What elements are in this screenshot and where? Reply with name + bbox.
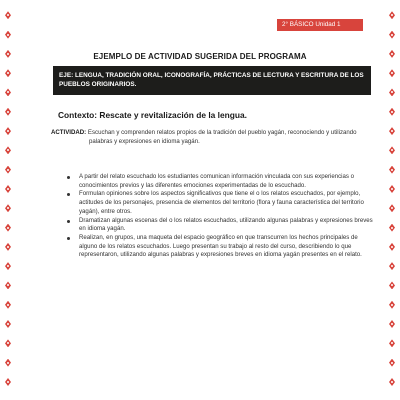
diamond-icon	[5, 127, 11, 135]
list-item: Formulan opiniones sobre los aspectos significativos que tiene el o los relatos escuchados, por ejemplo, actitudes de los personajes, presencia de elementos del territorio (flora y fauna característica del territorio yagán), entre otros.	[64, 190, 374, 216]
grade-unit-badge: 2° BÁSICO Unidad 1	[277, 19, 363, 31]
diamond-icon	[5, 11, 11, 19]
diamond-icon	[5, 281, 11, 289]
diamond-icon	[389, 166, 395, 174]
diamond-icon	[5, 69, 11, 77]
diamond-icon	[5, 243, 11, 251]
list-item: A partir del relato escuchado los estudiantes comunican información vinculada con sus experiencias o conocimientos previos y las diferentes emociones experimentadas de lo escuchado.	[64, 173, 374, 190]
diamond-icon	[389, 146, 395, 154]
diamond-icon	[389, 31, 395, 39]
diamond-icon	[389, 281, 395, 289]
diamond-icon	[5, 31, 11, 39]
diamond-icon	[389, 185, 395, 193]
diamond-icon	[389, 339, 395, 347]
diamond-icon	[5, 378, 11, 386]
diamond-icon	[389, 359, 395, 367]
activity-paragraph	[51, 128, 371, 146]
diamond-icon	[389, 127, 395, 135]
activity-bullet-list	[64, 173, 374, 260]
axis-banner: EJE: LENGUA, TRADICIÓN ORAL, ICONOGRAFÍA, PRÁCTICAS DE LECTURA Y ESCRITURA DE LOS PUEBLOS ORIGINARIOS.	[53, 66, 371, 95]
diamond-icon	[5, 146, 11, 154]
diamond-icon	[5, 185, 11, 193]
diamond-icon	[5, 108, 11, 116]
diamond-icon	[389, 301, 395, 309]
diamond-icon	[389, 88, 395, 96]
diamond-icon	[5, 204, 11, 212]
activity-text: Escuchan y comprenden relatos propios de la tradición del pueblo yagán, reconociendo y utilizando palabras y expresiones en idioma yagán.	[87, 129, 357, 145]
diamond-icon	[389, 108, 395, 116]
diamond-icon	[5, 88, 11, 96]
diamond-icon	[389, 204, 395, 212]
diamond-icon	[389, 69, 395, 77]
diamond-icon	[5, 339, 11, 347]
diamond-icon	[5, 320, 11, 328]
list-item: Dramatizan algunas escenas del o los relatos escuchados, utilizando algunas palabras y expresiones breves en idioma yagán.	[64, 217, 374, 234]
activity-label: ACTIVIDAD:	[51, 129, 87, 136]
context-heading: Contexto: Rescate y revitalización de la lengua.	[58, 110, 247, 120]
diamond-icon	[389, 11, 395, 19]
diamond-icon	[389, 378, 395, 386]
diamond-icon	[389, 320, 395, 328]
diamond-icon	[5, 301, 11, 309]
activity-description	[51, 128, 371, 146]
diamond-icon	[389, 262, 395, 270]
diamond-icon	[5, 224, 11, 232]
diamond-icon	[5, 166, 11, 174]
diamond-icon	[389, 224, 395, 232]
diamond-icon	[5, 262, 11, 270]
list-item: Realizan, en grupos, una maqueta del espacio geográfico en que transcurren los hechos principales de alguno de los relatos escuchados. Luego presentan su trabajo al resto del curso, describiendo lo que representaron, utilizando algunas palabras y expresiones breves en idioma yagán presentes en el relato.	[64, 234, 374, 260]
diamond-icon	[5, 359, 11, 367]
diamond-icon	[389, 243, 395, 251]
page-title: EJEMPLO DE ACTIVIDAD SUGERIDA DEL PROGRAMA	[93, 52, 307, 61]
